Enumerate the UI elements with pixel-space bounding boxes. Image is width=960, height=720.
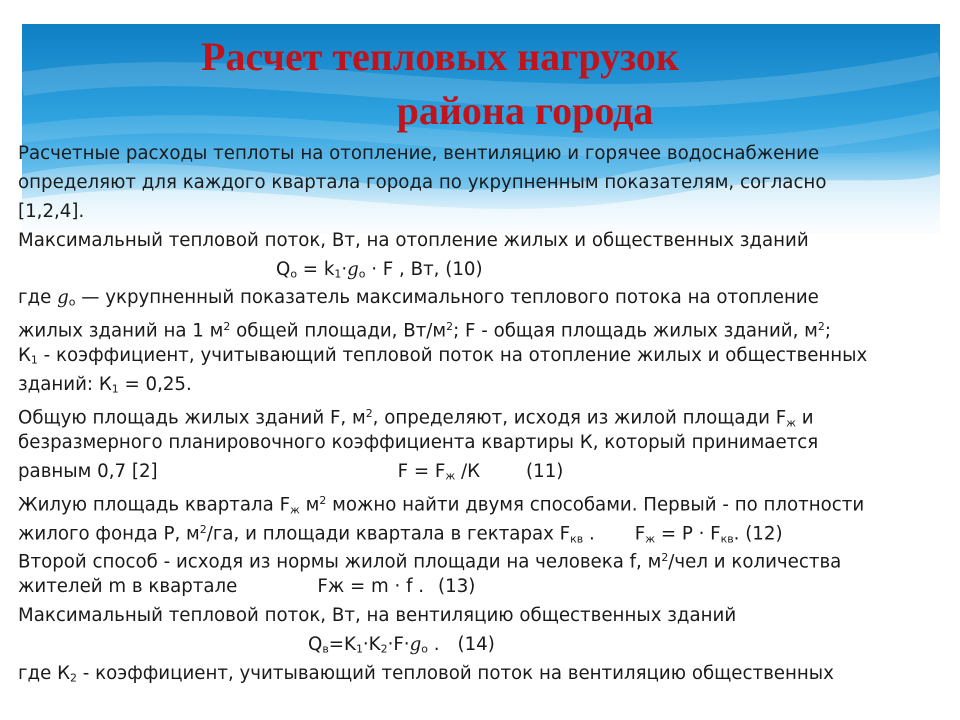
text-line: [1,2,4]. <box>18 200 85 222</box>
text-line: определяют для каждого квартала города по укрупненным показателям, согласно <box>18 171 827 193</box>
text-line: Жилую площадь квартала $F_ж$ $м^2$ можно найти двумя способами. Первый - по плотности <box>18 493 865 516</box>
text-line: Расчетные расходы теплоты на отопление, вентиляцию и горячее водоснабжение <box>18 143 820 164</box>
text-line: зданий: $К_1 = 0,25$. <box>18 374 192 396</box>
formula-10: $Q_o = k_1\cdot g_o \cdot F$ , Вт, (10) <box>276 258 483 281</box>
formula-14: $Q_в=K_1\cdot K_2\cdot F\cdot g_o$ . (14) <box>308 634 495 656</box>
title-line-1: Расчет тепловых нагрузок <box>201 34 679 79</box>
text-line: безразмерного планировочного коэффициента квартиры К, который принимается <box>18 431 819 453</box>
formula-13: жителей m в квартале Fж = m · f . (13) <box>18 576 476 598</box>
text-line: жилых зданий на 1 $м^2$ общей площади, $Вт/м^2$; F - общая площадь жилых зданий, $м^2$; <box>18 320 831 342</box>
text-line: Второй способ - исходя из нормы жилой площади на человека f, $м^2$/чел и количества <box>18 551 842 574</box>
slide-body <box>18 140 948 689</box>
formula-11: равным 0,7 [2] $F = F_ж$ /К (11) <box>18 460 564 483</box>
text-line: где $К_2$ - коэффициент, учитывающий тепловой поток на вентиляцию общественных <box>18 663 834 685</box>
title-line-2: района города <box>396 88 654 133</box>
text-line: Максимальный тепловой поток, Вт, на отопление жилых и общественных зданий <box>18 229 809 251</box>
text-line: где $g_o$ — укрупненный показатель максимального теплового потока на отопление <box>18 287 819 310</box>
text-line: Общую площадь жилых зданий F, $м^2$, определяют, исходя из жилой площади $F_ж$ и <box>18 407 814 430</box>
formula-12: жилого фонда Р, $м^2/га$, и площади квартала в гектарах $F_{кв}$ . $F_ж = Р \cdot F_{кв}$. (12) <box>18 522 783 545</box>
text-line: Максимальный тепловой поток, Вт, на вентиляцию общественных зданий <box>18 605 737 627</box>
text-line: $К_1$ - коэффициент, учитывающий тепловой поток на отопление жилых и общественных <box>18 345 868 367</box>
slide-title <box>0 30 960 138</box>
